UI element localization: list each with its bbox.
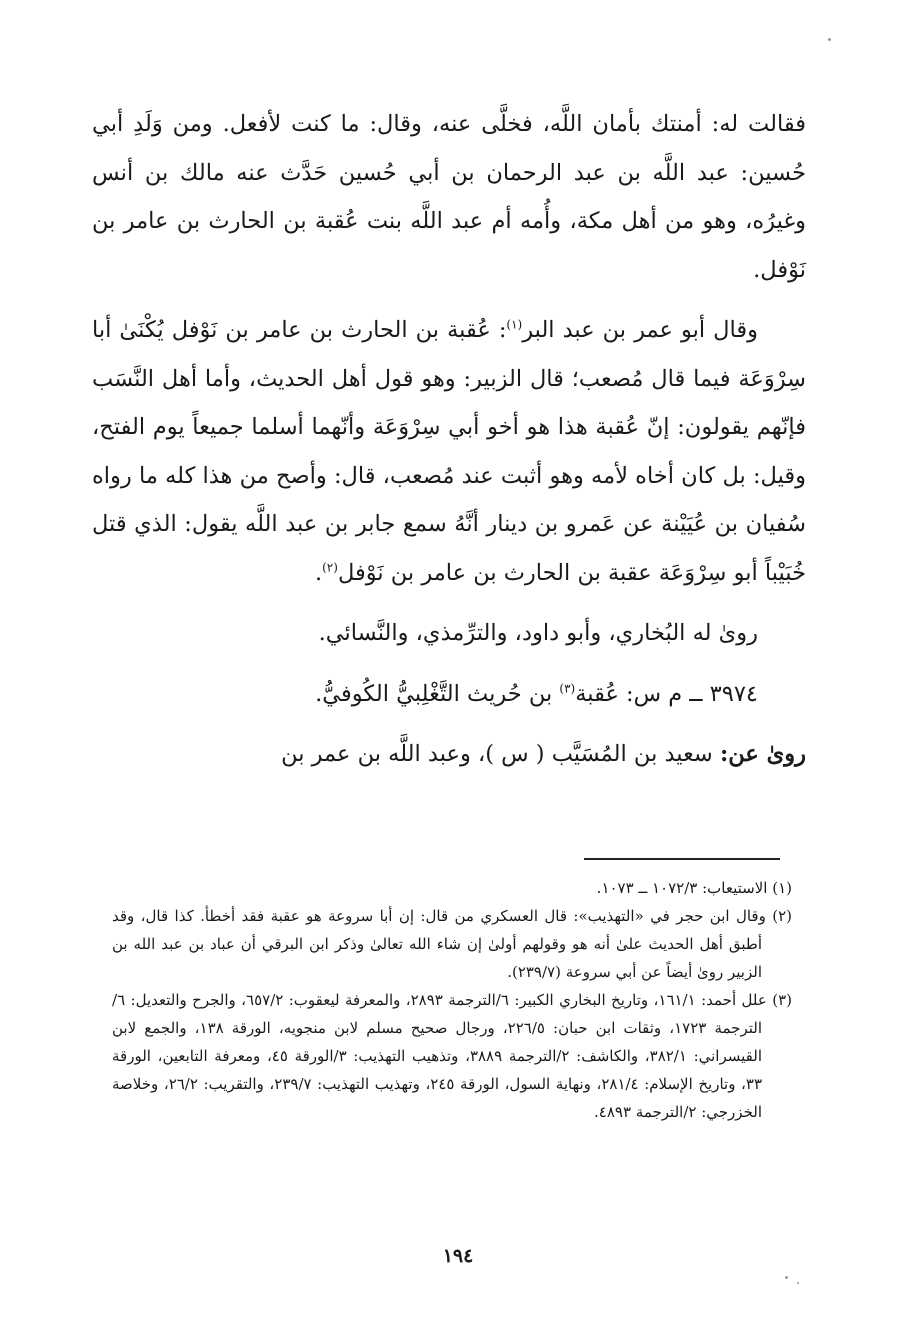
- footnote-1: [112, 874, 792, 902]
- paragraph-3: روىٰ له البُخاري، وأبو داود، والترِّمذي، والنَّسائي.: [318, 620, 758, 646]
- footnote-1-number: (١): [772, 879, 792, 897]
- entry-name-rest: بن حُريث التَّغْلِبيُّ الكُوفيُّ.: [315, 680, 560, 707]
- footnote-ref-2[interactable]: (٢): [322, 560, 338, 574]
- entry-heading: [92, 670, 806, 719]
- footnote-ref-3[interactable]: (٣): [559, 681, 576, 695]
- scan-speck: [797, 1282, 799, 1284]
- paragraph-2-body: : عُقبة بن الحارث بن عامر بن نَوْفل يُكْنَىٰ أبا سِرْوَعَة فيما قال مُصعب؛ قال الزبير: وهو قول أهل الحديث، وأما أهل النَّسَب فإنّهم يقولون: إنّ عُقبة هذا هو أخو أبي سِرْوَعَة وأنّهما أسلما جميعاً يوم الفتح، وقيل: بل كان أخاه لأمه وهو أثبت عند مُصعب، قال: وأصح من هذا كله ما رواه سُفيان بن عُيَيْنة عن عَمرو بن دينار أنَّهُ سمع جابر بن عبد اللَّه يقول: الذي قتل خُبَيْباً أبو سِرْوَعَة عقبة بن الحارث بن عامر بن نَوْفل: [92, 317, 806, 586]
- footnote-2-text: وقال ابن حجر في «التهذيب»: قال العسكري من قال: إن أبا سروعة هو عقبة فقد أخطأ. كذا قال، وقد أطبق أهل الحديث علىٰ أنه هو وقولهم أولىٰ إن شاء الله تعالىٰ وذكر ابن البرقي أن عباد بن عبد الله بن الزبير روىٰ أيضاً عن أبي سروعة (٢٣٩/٧).: [112, 907, 773, 981]
- paragraph-5: [92, 730, 806, 779]
- narrated-from-text: سعيد بن المُسَيَّب ( س )، وعبد اللَّه بن عمر بن: [281, 741, 720, 767]
- footnote-3: [112, 986, 792, 1126]
- page-number: ١٩٤: [442, 1245, 474, 1267]
- scan-speck: [828, 38, 831, 41]
- paragraph-2-start: وقال أبو عمر بن عبد البر: [522, 317, 759, 343]
- paragraph-2-end: .: [314, 559, 323, 586]
- footnote-2-number: (٢): [772, 907, 792, 925]
- main-text: [92, 100, 806, 779]
- footnotes: [112, 874, 792, 1126]
- paragraph-1: فقالت له: أمنتك بأمان اللَّه، فخلَّى عنه، وقال: ما كنت لأفعل. ومن وَلَدِ أبي حُسين: عبد اللَّه بن عبد الرحمان بن أبي حُسين حَدَّث عنه مالك بن أنس وغيرُه، وهو من أهل مكة، وأُمه أم عبد اللَّه بنت عُقبة بن الحارث بن عامر بن نَوْفل.: [92, 111, 806, 283]
- footnote-3-number: (٣): [772, 991, 792, 1009]
- footnote-separator: [584, 858, 780, 860]
- scan-speck: [785, 1276, 788, 1279]
- footnote-3-text: علل أحمد: ١٦١/١، وتاريخ البخاري الكبير: ٦/الترجمة ٢٨٩٣، والمعرفة ليعقوب: ٦٥٧/٢، والجرح والتعديل: ٦/الترجمة ١٧٢٣، وثقات ابن حبان: ٢٢٦/٥، ورجال صحيح مسلم لابن منجويه، الورقة ١٣٨، والجمع لابن القيسراني: ٣٨٢/١، والكاشف: ٢/الترجمة ٣٨٨٩، وتذهيب التهذيب: ٣/الورقة ٤٥، ومعرفة التابعين، الورقة ٣٣، وتاريخ الإسلام: ٢٨١/٤، ونهاية السول، الورقة ٢٤٥، وتهذيب التهذيب: ٢٣٩/٧، والتقريب: ٢٦/٢، وخلاصة الخزرجي: ٢/الترجمة ٤٨٩٣.: [112, 991, 773, 1121]
- footnote-1-text: الاستيعاب: ١٠٧٢/٣ ــ ١٠٧٣.: [596, 879, 773, 897]
- narrated-from-label: روىٰ عن:: [719, 741, 806, 767]
- entry-number-and-name: ٣٩٧٤ ــ م س: عُقبة: [575, 680, 758, 707]
- footnote-ref-1[interactable]: (١): [506, 317, 523, 332]
- paragraph-2: [92, 306, 806, 597]
- footnote-2: [112, 902, 792, 986]
